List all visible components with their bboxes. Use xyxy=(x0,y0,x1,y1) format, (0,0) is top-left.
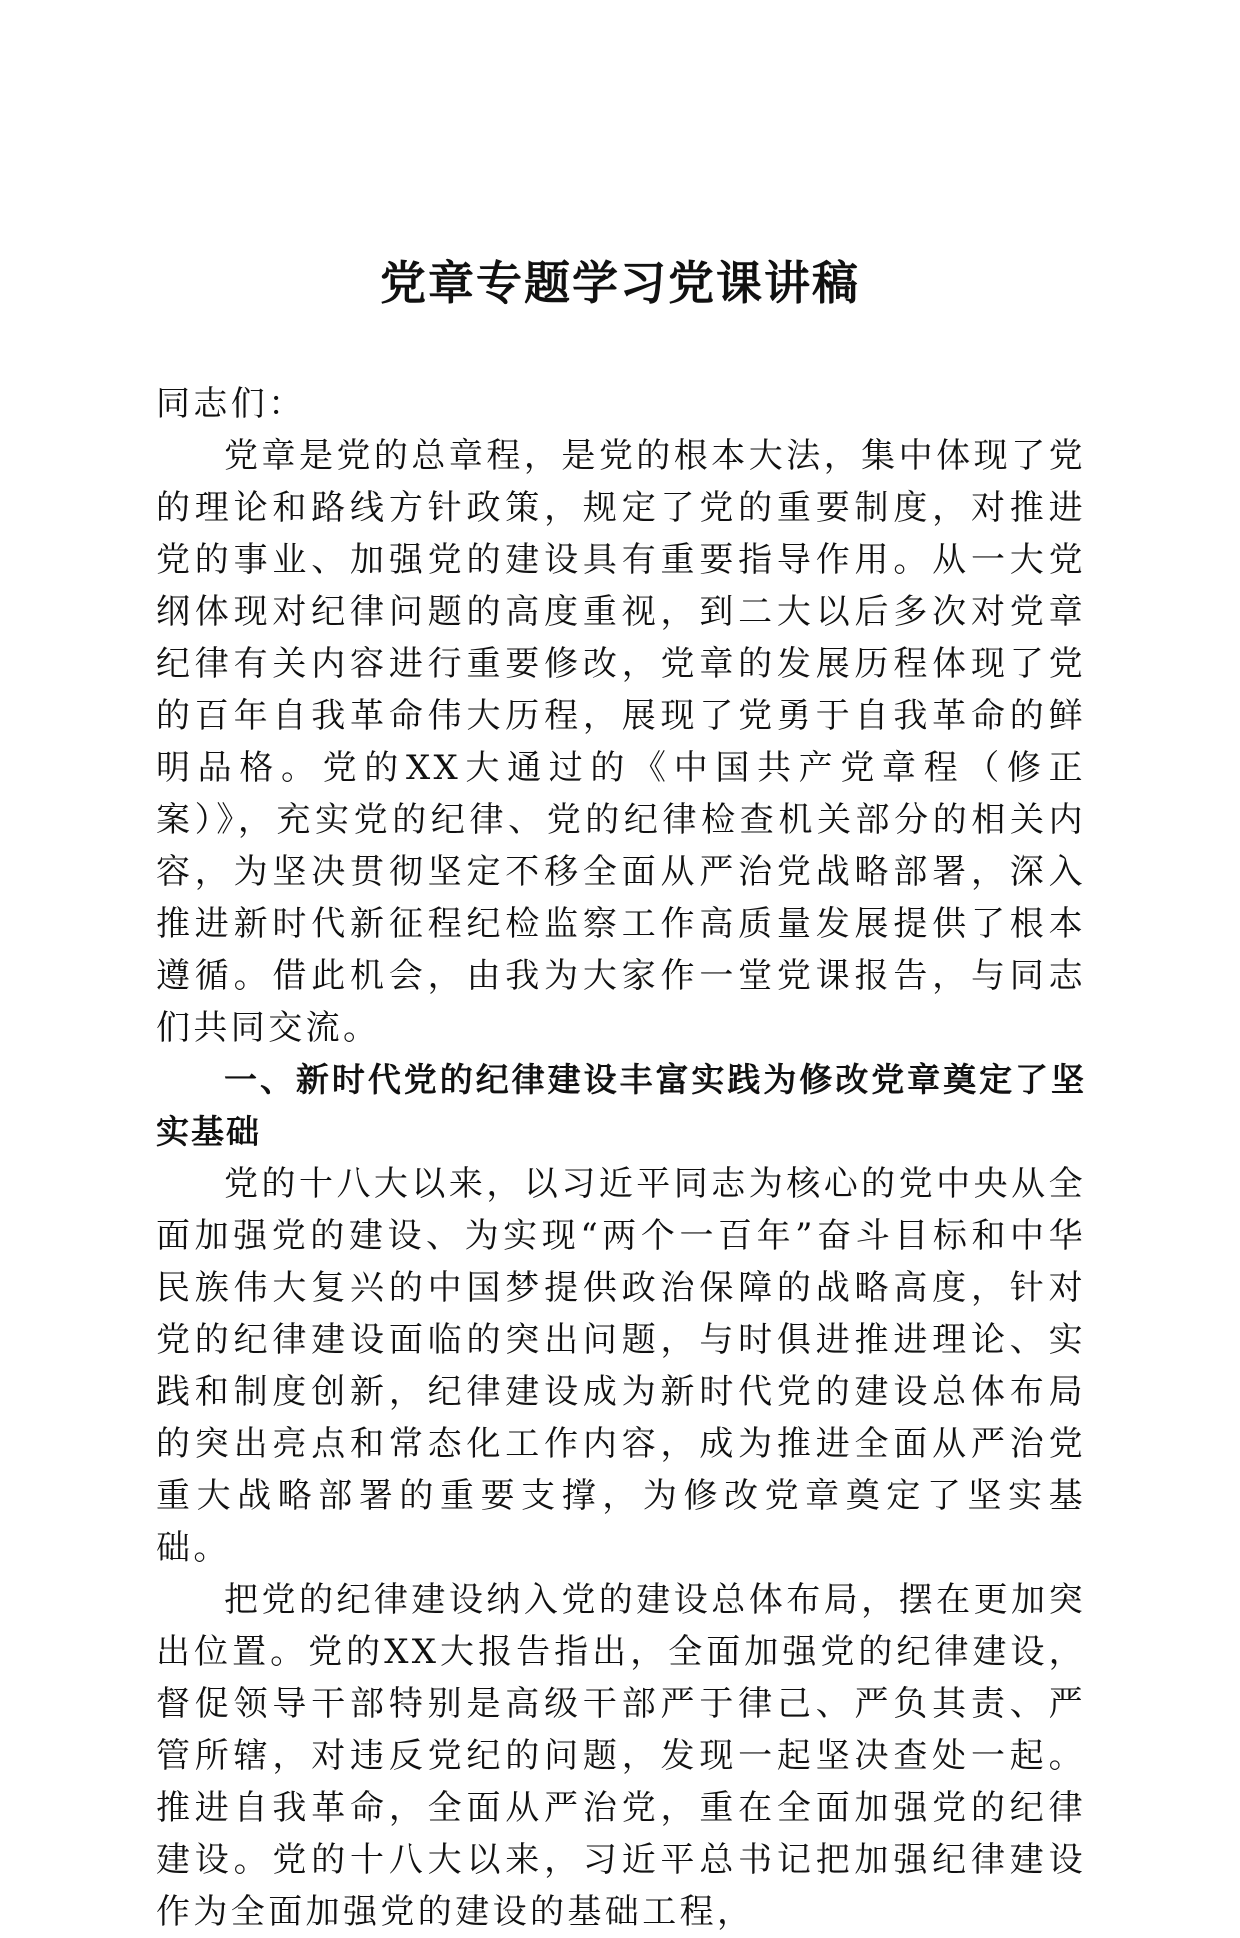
document-title: 党章专题学习党课讲稿 xyxy=(380,256,860,310)
document-body xyxy=(156,378,1086,1938)
section-paragraph: 把党的纪律建设纳入党的建设总体布局，摆在更加突出位置。党的XX大报告指出，全面加强党的纪律建设，督促领导干部特别是高级干部严于律己、严负其责、严管所辖，对违反党纪的问题，发现一起坚决查处一起。推进自我革命，全面从严治党，重在全面加强党的纪律建设。党的十八大以来，习近平总书记把加强纪律建设作为全面加强党的建设的基础工程， xyxy=(156,1580,1086,1932)
section-paragraph: 党的十八大以来，以习近平同志为核心的党中央从全面加强党的建设、为实现“两个一百年”奋斗目标和中华民族伟大复兴的中国梦提供政治保障的战略高度，针对党的纪律建设面临的突出问题，与时俱进推进理论、实践和制度创新，纪律建设成为新时代党的建设总体布局的突出亮点和常态化工作内容，成为推进全面从严治党重大战略部署的重要支撑，为修改党章奠定了坚实基础。 xyxy=(156,1164,1086,1568)
section-heading: 一、新时代党的纪律建设丰富实践为修改党章奠定了坚实基础 xyxy=(156,1060,1086,1151)
salutation: 同志们： xyxy=(156,384,306,424)
intro-paragraph: 党章是党的总章程，是党的根本大法，集中体现了党的理论和路线方针政策，规定了党的重要制度，对推进党的事业、加强党的建设具有重要指导作用。从一大党纲体现对纪律问题的高度重视，到二大以后多次对党章纪律有关内容进行重要修改，党章的发展历程体现了党的百年自我革命伟大历程，展现了党勇于自我革命的鲜明品格。党的XX大通过的《中国共产党章程（修正案）》，充实党的纪律、党的纪律检查机关部分的相关内容，为坚决贯彻坚定不移全面从严治党战略部署，深入推进新时代新征程纪检监察工作高质量发展提供了根本遵循。借此机会，由我为大家作一堂党课报告，与同志们共同交流。 xyxy=(156,436,1086,1048)
